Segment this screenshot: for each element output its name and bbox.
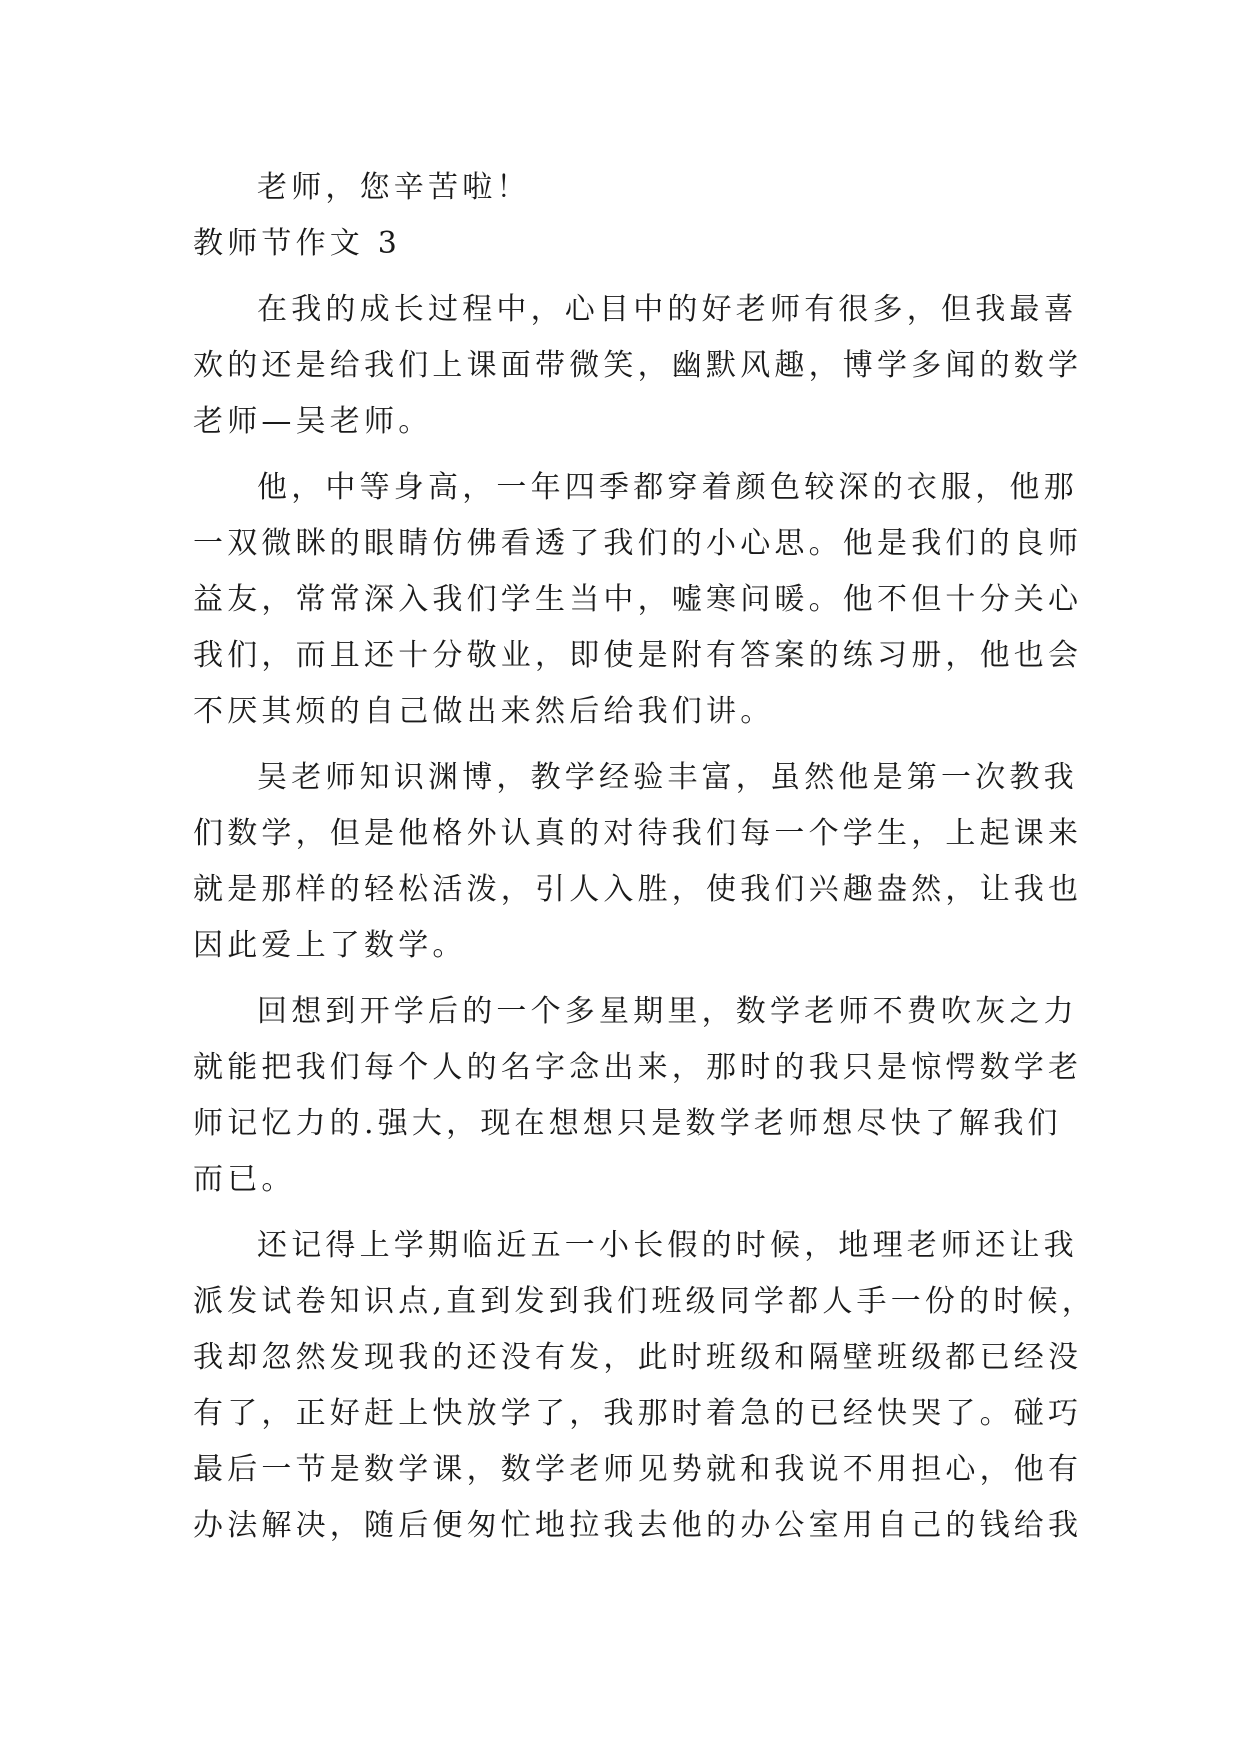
paragraph-line: 们数学，但是他格外认真的对待我们每一个学生，上起课来 [193,816,1083,851]
document-page [193,160,1096,1554]
paragraph-line: 在我的成长过程中，心目中的好老师有很多，但我最喜 [257,292,1078,327]
paragraph-2 [193,460,1083,740]
paragraph-line: 最后一节是数学课，数学老师见势就和我说不用担心，他有 [193,1452,1083,1487]
paragraph-line: 一双微眯的眼睛仿佛看透了我们的小心思。他是我们的良师 [193,526,1083,561]
paragraph-line: 吴老师知识渊博，教学经验丰富，虽然他是第一次教我 [257,760,1078,795]
paragraph-line: 师记忆力的.强大，现在想想只是数学老师想尽快了解我们 [193,1106,1062,1141]
paragraph-line: 我却忽然发现我的还没有发，此时班级和隔壁班级都已经没 [193,1340,1083,1375]
paragraph-line: 有了，正好赶上快放学了，我那时着急的已经快哭了。碰巧 [193,1396,1083,1431]
paragraph-5 [193,1218,1096,1554]
paragraph-3 [193,750,1083,974]
closing-line: 老师，您辛苦啦！ [257,170,531,205]
paragraph-line: 他，中等身高，一年四季都穿着颜色较深的衣服，他那 [257,470,1078,505]
essay-title: 教师节作文 3 [193,226,402,261]
paragraph-line: 欢的还是给我们上课面带微笑，幽默风趣，博学多闻的数学 [193,348,1083,383]
paragraph-line: 回想到开学后的一个多星期里，数学老师不费吹灰之力 [257,994,1078,1029]
paragraph-line: 就是那样的轻松活泼，引人入胜，使我们兴趣盎然，让我也 [193,872,1083,907]
paragraph-line: 办法解决，随后便匆忙地拉我去他的办公室用自己的钱给我 [193,1508,1083,1543]
paragraph-line: 因此爱上了数学。 [193,928,467,963]
paragraph-4 [193,984,1083,1208]
paragraph-line: 而已。 [193,1162,296,1197]
paragraph-line: 不厌其烦的自己做出来然后给我们讲。 [193,694,775,729]
paragraph-line: 派发试卷知识点,直到发到我们班级同学都人手一份的时候， [193,1284,1096,1319]
paragraph-1 [193,282,1083,450]
paragraph-line: 就能把我们每个人的名字念出来，那时的我只是惊愕数学老 [193,1050,1083,1085]
paragraph-line: 我们，而且还十分敬业，即使是附有答案的练习册，他也会 [193,638,1083,673]
paragraph-line: 老师—吴老师。 [193,404,433,439]
paragraph-line: 还记得上学期临近五一小长假的时候，地理老师还让我 [257,1228,1078,1263]
paragraph-line: 益友，常常深入我们学生当中，嘘寒问暖。他不但十分关心 [193,582,1083,617]
